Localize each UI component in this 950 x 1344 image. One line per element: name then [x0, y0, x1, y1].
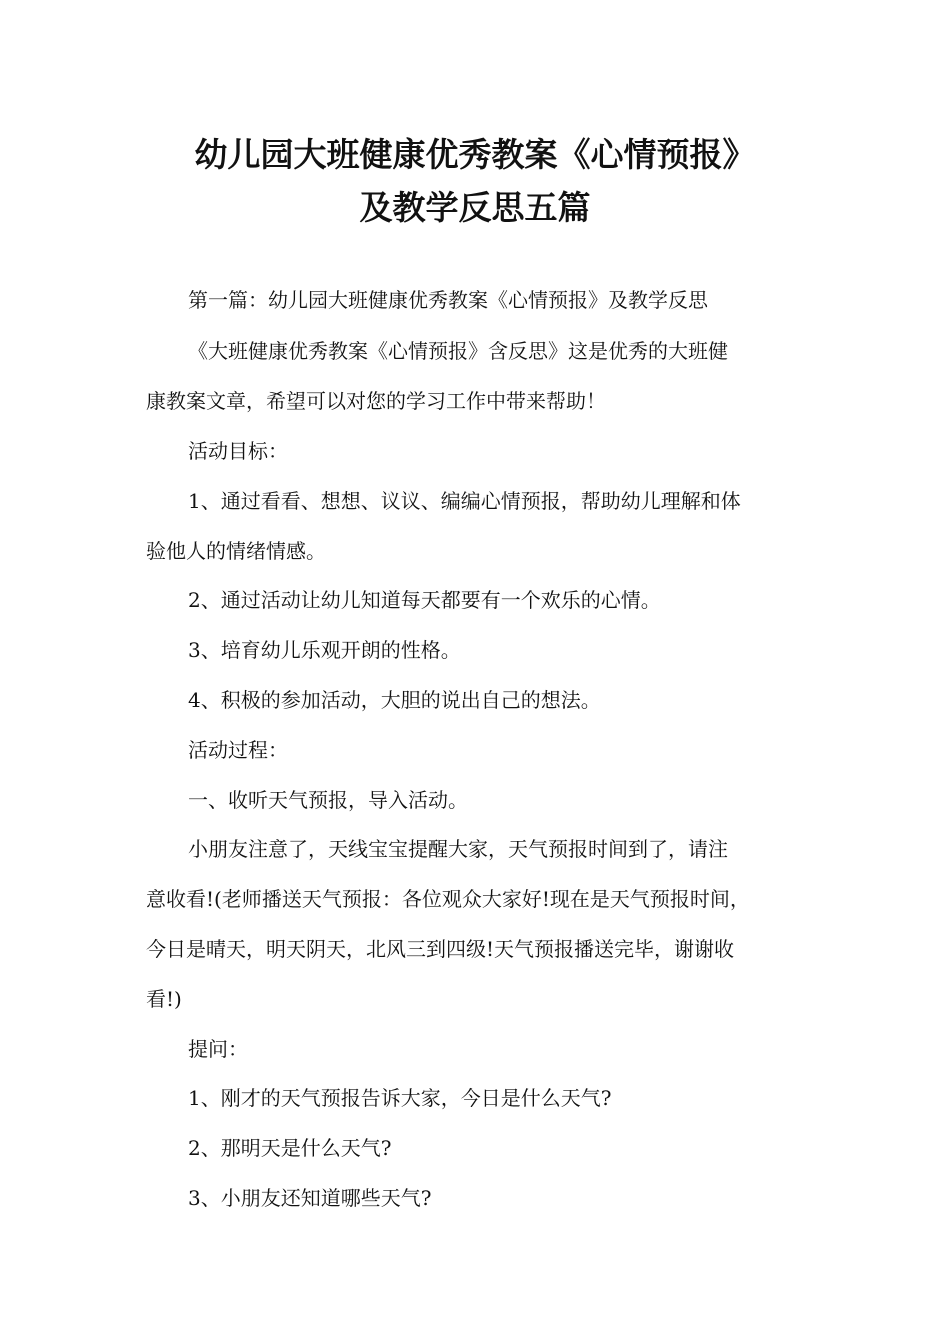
paragraph-line: 意收看!(老师播送天气预报：各位观众大家好!现在是天气预报时间， — [146, 887, 750, 911]
document-title-line-1: 幼儿园大班健康优秀教案《心情预报》 — [194, 135, 756, 174]
paragraph-line: 活动目标： — [188, 439, 288, 463]
paragraph-line: 提问： — [188, 1037, 248, 1061]
paragraph-line: 2、通过活动让幼儿知道每天都要有一个欢乐的心情。 — [188, 588, 661, 612]
paragraph-line: 1、刚才的天气预报告诉大家，今日是什么天气? — [188, 1086, 612, 1110]
paragraph-line: 今日是晴天，明天阴天，北风三到四级!天气预报播送完毕，谢谢收 — [146, 937, 735, 961]
paragraph-line: 验他人的情绪情感。 — [146, 539, 326, 563]
paragraph-line: 4、积极的参加活动，大胆的说出自己的想法。 — [188, 688, 601, 712]
paragraph-line: 3、小朋友还知道哪些天气? — [188, 1186, 432, 1210]
paragraph-line: 一、收听天气预报，导入活动。 — [188, 788, 468, 812]
paragraph-line: 2、那明天是什么天气? — [188, 1136, 392, 1160]
document-title-line-2: 及教学反思五篇 — [359, 188, 591, 227]
section-heading: 第一篇：幼儿园大班健康优秀教案《心情预报》及教学反思 — [188, 288, 708, 312]
paragraph-line: 《大班健康优秀教案《心情预报》含反思》这是优秀的大班健 — [188, 339, 728, 363]
paragraph-line: 小朋友注意了，天线宝宝提醒大家，天气预报时间到了，请注 — [188, 837, 728, 861]
paragraph-line: 活动过程： — [188, 738, 288, 762]
paragraph-line: 1、通过看看、想想、议议、编编心情预报，帮助幼儿理解和体 — [188, 489, 741, 513]
paragraph-line: 看!) — [146, 987, 182, 1011]
paragraph-line: 康教案文章，希望可以对您的学习工作中带来帮助！ — [146, 389, 606, 413]
paragraph-line: 3、培育幼儿乐观开朗的性格。 — [188, 638, 461, 662]
